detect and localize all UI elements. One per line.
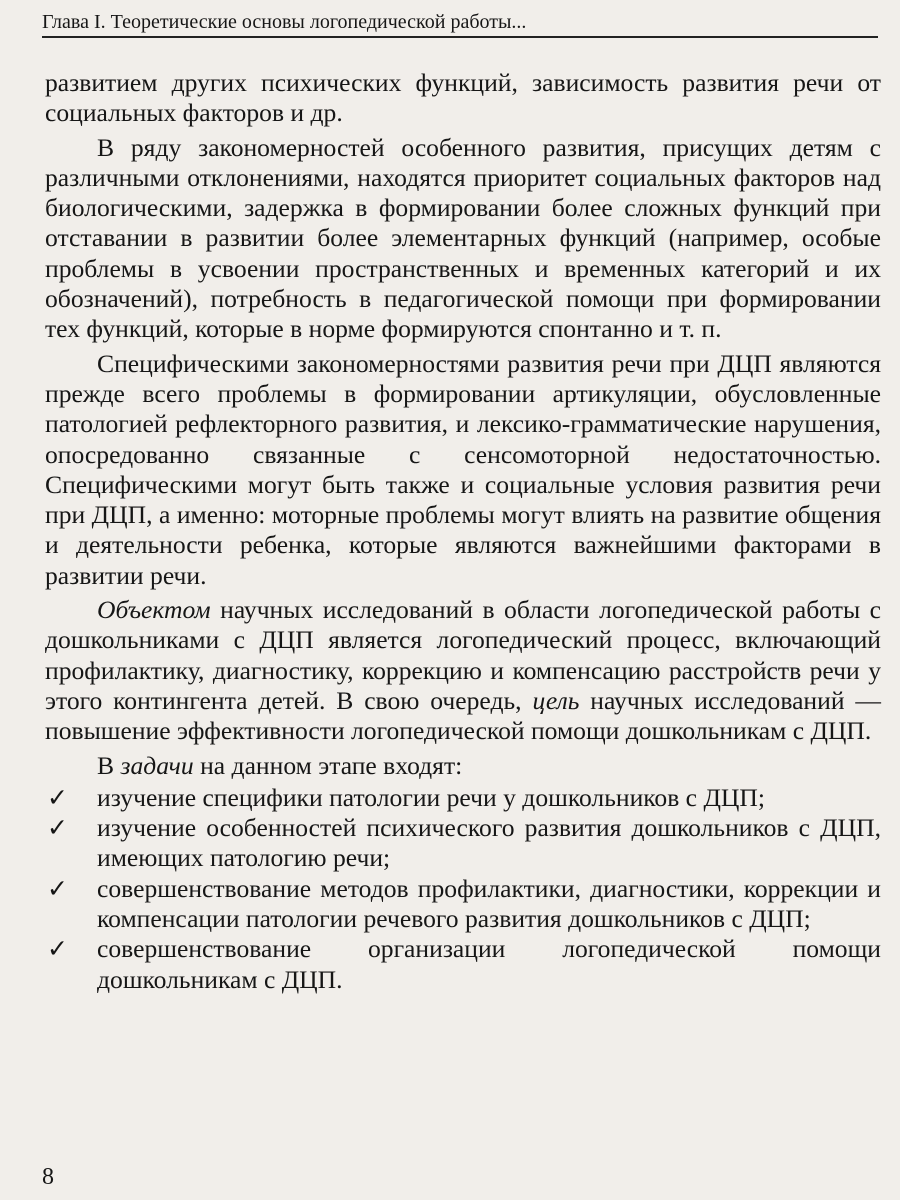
task-item [45,783,881,813]
paragraph-object-text-1: научных исследований в области логопедической работы с дошкольниками с ДЦП является логопедический процесс, включающий профилактику, диагностику, коррекцию и компенсацию расстройств речи у этого контингента детей. В свою очередь, [45,595,881,715]
checkmark-icon: ✓ [47,873,68,903]
paragraph-regularities: В ряду закономерностей особенного развития, присущих детям с различными отклонениями, находятся приоритет социальных факторов над биологическими, задержка в формировании более сложных функций при отставании в развитии более элементарных функций (например, особые проблемы в усвоении пространственных и временных категорий и их обозначений), потребность в педагогической помощи при формировании тех функций, которые в норме формируются спонтанно и т. п. [45,132,881,344]
task-text: изучение особенностей психического развития дошкольников с ДЦП, имеющих патологию речи; [97,813,881,873]
checkmark-icon: ✓ [47,782,68,812]
tasks-intro-pre: В [97,750,121,780]
paragraph-object-text-2: научных исследований — повышение эффективности логопедической помощи дошкольникам с ДЦП. [45,685,881,746]
paragraph-speech-specifics: Специфическими закономерностями развития речи при ДЦП являются прежде всего проблемы в формировании артикуляции, обусловленные патологией рефлекторного развития, и лексико-грамматические нарушения, опосредованно связанные с сенсомоторной недостаточностью. Специфическими могут быть также и социальные условия развития речи при ДЦП, а именно: моторные проблемы могут влиять на развитие общения и деятельности ребенка, которые являются важнейшими факторами в развитии речи. [45,348,881,590]
paragraph-object-goal [45,595,881,746]
task-text: совершенствование организации логопедической помощи дошкольникам с ДЦП. [97,934,881,994]
task-text: изучение специфики патологии речи у дошкольников с ДЦП; [97,782,765,812]
task-text: совершенствование методов профилактики, диагностики, коррекции и компенсации патологии речевого развития дошкольников с ДЦП; [97,873,881,934]
checkmark-icon: ✓ [47,934,68,964]
paragraph-tasks-intro [45,751,881,781]
page-number: 8 [42,1164,54,1190]
tasks-list [45,783,881,995]
paragraph-continued: развитием других психических функций, зависимость развития речи от социальных факторов и др. [45,68,881,128]
checkmark-icon: ✓ [47,813,68,843]
tasks-intro-post: на данном этапе входят: [193,750,463,780]
term-object: Объектом [97,595,211,625]
task-item [45,813,881,874]
running-header: Глава I. Теоретические основы логопедической работы... [42,8,878,38]
task-item [45,934,881,995]
term-tasks: задачи [120,750,194,780]
term-goal: цель [532,685,580,715]
task-item [45,874,881,935]
main-text [45,68,881,995]
